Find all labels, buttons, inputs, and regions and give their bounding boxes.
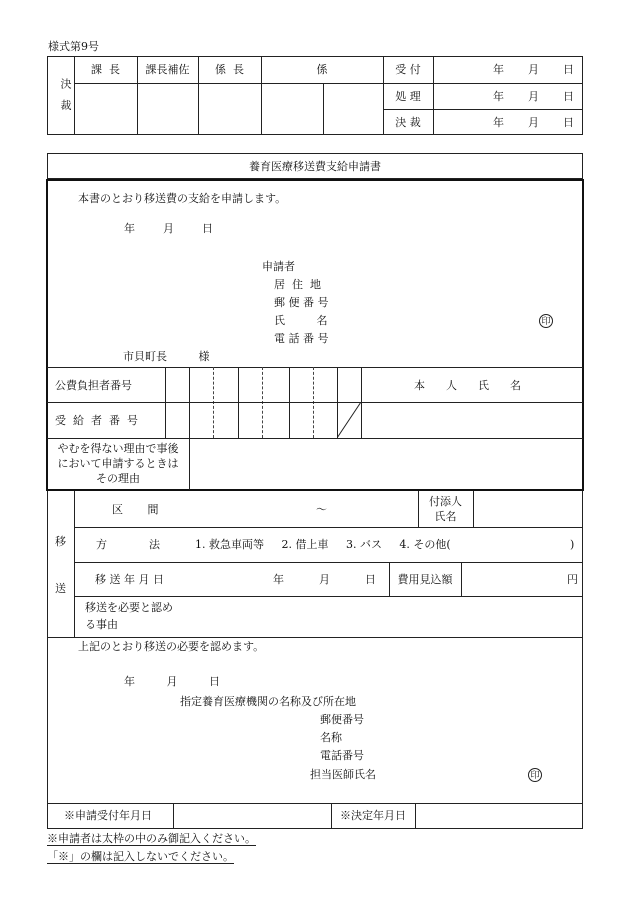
applicant-name-label: 氏 名 — [274, 314, 328, 327]
note-1: ※申請者は太枠の中のみ御記入ください。 — [47, 832, 256, 845]
transport-date-value: 年 月 日 — [273, 573, 376, 586]
doctor-statement: 上記のとおり移送の必要を認めます。 — [78, 640, 265, 653]
escort-label-line-2: 氏名 — [434, 510, 457, 523]
kessai-month: 月 — [528, 116, 539, 129]
kakaricho-label: 係 長 — [215, 63, 244, 76]
transport-side-top: 移 — [55, 535, 66, 548]
method-label: 方 法 — [96, 538, 160, 551]
reason-line-3: その理由 — [96, 472, 140, 485]
shori-month: 月 — [528, 90, 539, 103]
applicant-statement: 本書のとおり移送費の支給を申請します。 — [78, 192, 287, 205]
kessai-day: 日 — [563, 116, 574, 129]
kacho-label: 課 長 — [91, 63, 120, 76]
shori-year: 年 — [493, 90, 504, 103]
kessai-row-label: 決 裁 — [395, 116, 421, 129]
applicant-label: 申請者 — [262, 260, 295, 273]
section-label: 区 間 — [112, 503, 159, 516]
applicant-date: 年 月 日 — [124, 222, 213, 235]
institution-label: 指定養育医療機関の名称及び所在地 — [180, 695, 356, 708]
uketsuke-label: 受 付 — [395, 63, 421, 76]
method-close-paren: ) — [570, 538, 575, 551]
decided-date-label: ※決定年月日 — [340, 809, 406, 822]
doctor-phone-label: 電話番号 — [320, 749, 364, 762]
cost-estimate-label: 費用見込額 — [397, 573, 453, 586]
received-date-label: ※申請受付年月日 — [64, 809, 152, 822]
applicant-postal-label: 郵 便 番 号 — [274, 296, 329, 309]
payer-number-label: 公費負担者番号 — [55, 379, 132, 392]
self-name-label: 本 人 氏 名 — [414, 379, 521, 392]
doctor-seal-icon: 印 — [528, 768, 542, 782]
kakari-label: 係 — [316, 63, 328, 76]
reason-line-2: において申請するときは — [57, 457, 179, 470]
escort-label-line-1: 付添人 — [429, 495, 462, 508]
transport-date-label: 移 送 年 月 日 — [95, 573, 164, 586]
uketsuke-year: 年 — [493, 63, 504, 76]
yen-label: 円 — [567, 573, 578, 586]
reason-line-1: やむを得ない理由で事後 — [57, 442, 179, 455]
uketsuke-month: 月 — [528, 63, 539, 76]
recipient-number-label: 受 給 者 番 号 — [55, 414, 138, 427]
kessai-side-label: 決 裁 — [59, 78, 72, 111]
need-reason-line-1: 移送を必要と認め — [85, 601, 173, 614]
note-2: 「※」の欄は記入しないでください。 — [47, 850, 234, 863]
applicant-address-label: 居 住 地 — [274, 278, 321, 291]
applicant-seal-icon: 印 — [539, 314, 553, 328]
form-number: 様式第9号 — [48, 40, 99, 53]
form-title: 養育医療移送費支給申請書 — [249, 160, 381, 173]
physician-name-label: 担当医師氏名 — [310, 768, 376, 781]
shori-label: 処 理 — [395, 90, 421, 103]
kessai-year: 年 — [493, 116, 504, 129]
uketsuke-day: 日 — [563, 63, 574, 76]
doctor-name-label: 名称 — [320, 731, 342, 744]
doctor-postal-label: 郵便番号 — [320, 713, 364, 726]
doctor-date: 年 月 日 — [124, 675, 220, 688]
method-options: 1. 救急車両等 2. 借上車 3. バス 4. その他( — [195, 538, 451, 551]
kacho-hosa-label: 課長補佐 — [145, 63, 190, 76]
transport-side-bottom: 送 — [55, 582, 66, 595]
applicant-phone-label: 電 話 番 号 — [274, 332, 329, 345]
diagonal-slash-icon — [337, 402, 361, 438]
shori-day: 日 — [563, 90, 574, 103]
need-reason-line-2: る事由 — [85, 618, 118, 631]
addressee: 市貝町長 様 — [123, 350, 210, 363]
section-tilde: ～ — [316, 503, 327, 516]
